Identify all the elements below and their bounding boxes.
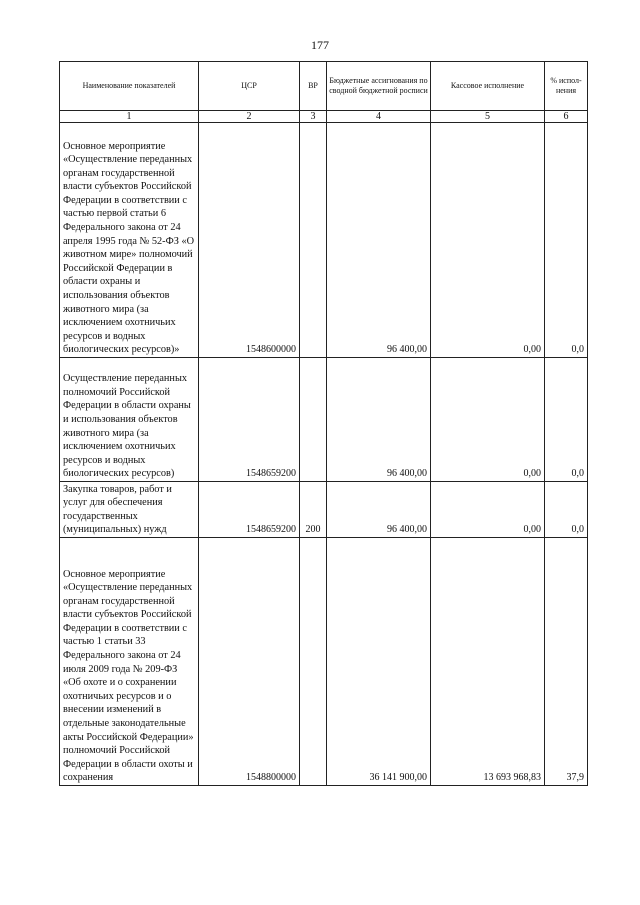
header-execution: Кассовое исполнение	[431, 62, 545, 111]
row-name: Закупка товаров, работ и услуг для обеспечения государственных (муниципальных) нужд	[60, 482, 199, 538]
column-number: 4	[327, 111, 431, 123]
row-vr: 200	[300, 482, 327, 538]
column-number: 1	[60, 111, 199, 123]
column-number: 3	[300, 111, 327, 123]
header-name: Наименование показателей	[60, 62, 199, 111]
row-csr: 1548659200	[199, 482, 300, 538]
header-row	[60, 62, 588, 111]
budget-execution-table	[59, 61, 588, 786]
page-number: 177	[311, 38, 329, 52]
row-percent: 0,0	[545, 123, 588, 358]
row-budget: 96 400,00	[327, 482, 431, 538]
row-name: Основное мероприятие «Осуществление переданных органам государственной власти субъектов Российской Федерации в соответствии с частью первой статьи 6 Федерального закона от 24 апреля 1995 года № 52-ФЗ «О животном мире» полномочий Российской Федерации в области охраны и использования объектов животного мира (за исключением охотничьих ресурсов и водных биологических ресурсов)»	[60, 123, 199, 358]
row-vr	[300, 358, 327, 482]
row-csr: 1548600000	[199, 123, 300, 358]
column-number: 5	[431, 111, 545, 123]
column-number: 2	[199, 111, 300, 123]
row-percent: 0,0	[545, 482, 588, 538]
row-execution: 0,00	[431, 358, 545, 482]
row-execution: 0,00	[431, 123, 545, 358]
table-row	[60, 358, 588, 482]
row-execution: 0,00	[431, 482, 545, 538]
row-name: Осуществление переданных полномочий Российской Федерации в области охраны и использования объектов животного мира (за исключением охотничьих ресурсов и водных биологических ресурсов)	[60, 358, 199, 482]
row-vr	[300, 123, 327, 358]
table-row	[60, 482, 588, 538]
column-number-row	[60, 111, 588, 123]
row-csr: 1548659200	[199, 358, 300, 482]
table-row	[60, 538, 588, 786]
row-budget: 36 141 900,00	[327, 538, 431, 786]
column-number: 6	[545, 111, 588, 123]
header-budget: Бюджетные ассигнования по сводной бюджетной росписи	[327, 62, 431, 111]
row-execution: 13 693 968,83	[431, 538, 545, 786]
header-vr: ВР	[300, 62, 327, 111]
header-percent: % испол-нения	[545, 62, 588, 111]
row-vr	[300, 538, 327, 786]
row-csr: 1548800000	[199, 538, 300, 786]
header-csr: ЦСР	[199, 62, 300, 111]
row-budget: 96 400,00	[327, 358, 431, 482]
row-budget: 96 400,00	[327, 123, 431, 358]
row-name: Основное мероприятие «Осуществление переданных органам государственной власти субъектов Российской Федерации в соответствии с частью 1 статьи 33 Федерального закона от 24 июля 2009 года № 209-ФЗ «Об охоте и о сохранении охотничьих ресурсов и о внесении изменений в отдельные законодательные акты Российской Федерации» полномочий Российской Федерации в области охоты и сохранения	[60, 538, 199, 786]
table-row	[60, 123, 588, 358]
row-percent: 37,9	[545, 538, 588, 786]
row-percent: 0,0	[545, 358, 588, 482]
